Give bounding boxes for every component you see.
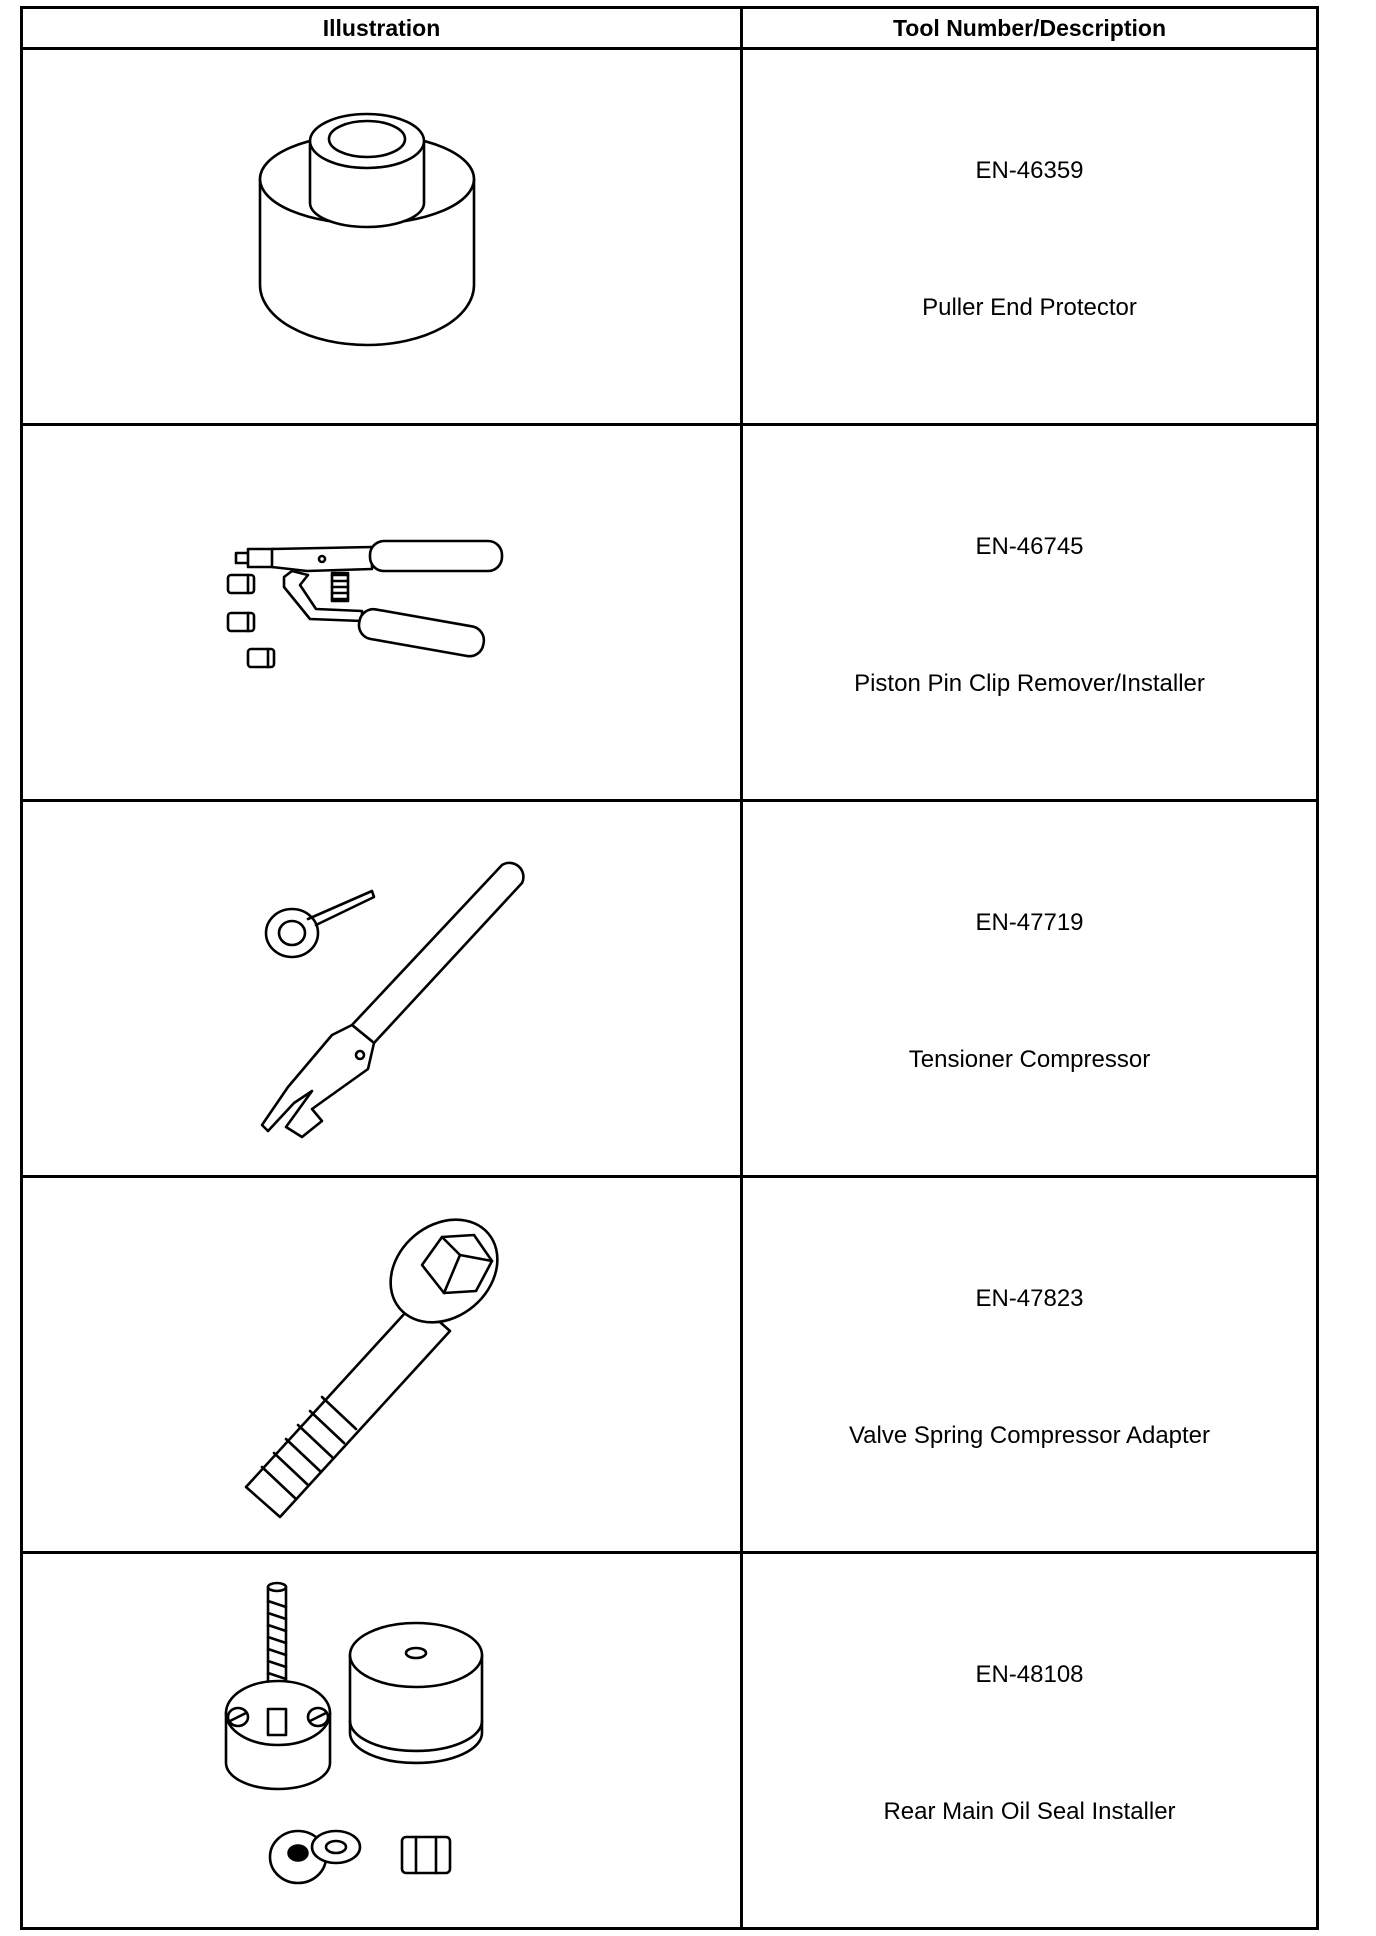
tool-description: Rear Main Oil Seal Installer xyxy=(883,1798,1176,1825)
table-row xyxy=(22,801,1318,1177)
tool-info-cell xyxy=(742,49,1318,425)
illustration-cell xyxy=(22,425,742,801)
rear-main-seal-installer-icon xyxy=(212,1561,552,1921)
piston-pin-clip-tool-icon xyxy=(212,523,552,703)
tool-info-cell xyxy=(742,1177,1318,1553)
tool-description: Tensioner Compressor xyxy=(908,1046,1151,1073)
special-tools-table xyxy=(20,6,1319,1930)
puller-end-protector-icon xyxy=(232,87,532,387)
tool-number: EN-46745 xyxy=(975,533,1084,560)
illustration-column-header: Illustration xyxy=(22,8,742,49)
tool-number: EN-47719 xyxy=(975,909,1084,936)
tool-number: EN-47823 xyxy=(975,1285,1084,1312)
table-row xyxy=(22,1177,1318,1553)
tool-number: EN-48108 xyxy=(975,1661,1084,1688)
tool-info-cell xyxy=(742,425,1318,801)
table-header-row xyxy=(22,8,1318,49)
tool-column-header: Tool Number/Description xyxy=(742,8,1318,49)
tool-description: Valve Spring Compressor Adapter xyxy=(848,1422,1211,1449)
tool-description: Piston Pin Clip Remover/Installer xyxy=(854,670,1205,697)
tensioner-compressor-icon xyxy=(212,829,552,1149)
illustration-cell xyxy=(22,1553,742,1929)
table-row xyxy=(22,49,1318,425)
tool-number: EN-46359 xyxy=(975,157,1084,184)
table-row xyxy=(22,425,1318,801)
illustration-cell xyxy=(22,801,742,1177)
valve-spring-adapter-icon xyxy=(212,1205,552,1525)
illustration-cell xyxy=(22,49,742,425)
tool-info-cell xyxy=(742,801,1318,1177)
tool-description: Puller End Protector xyxy=(922,294,1137,321)
tool-info-cell xyxy=(742,1553,1318,1929)
illustration-cell xyxy=(22,1177,742,1553)
table-row xyxy=(22,1553,1318,1929)
